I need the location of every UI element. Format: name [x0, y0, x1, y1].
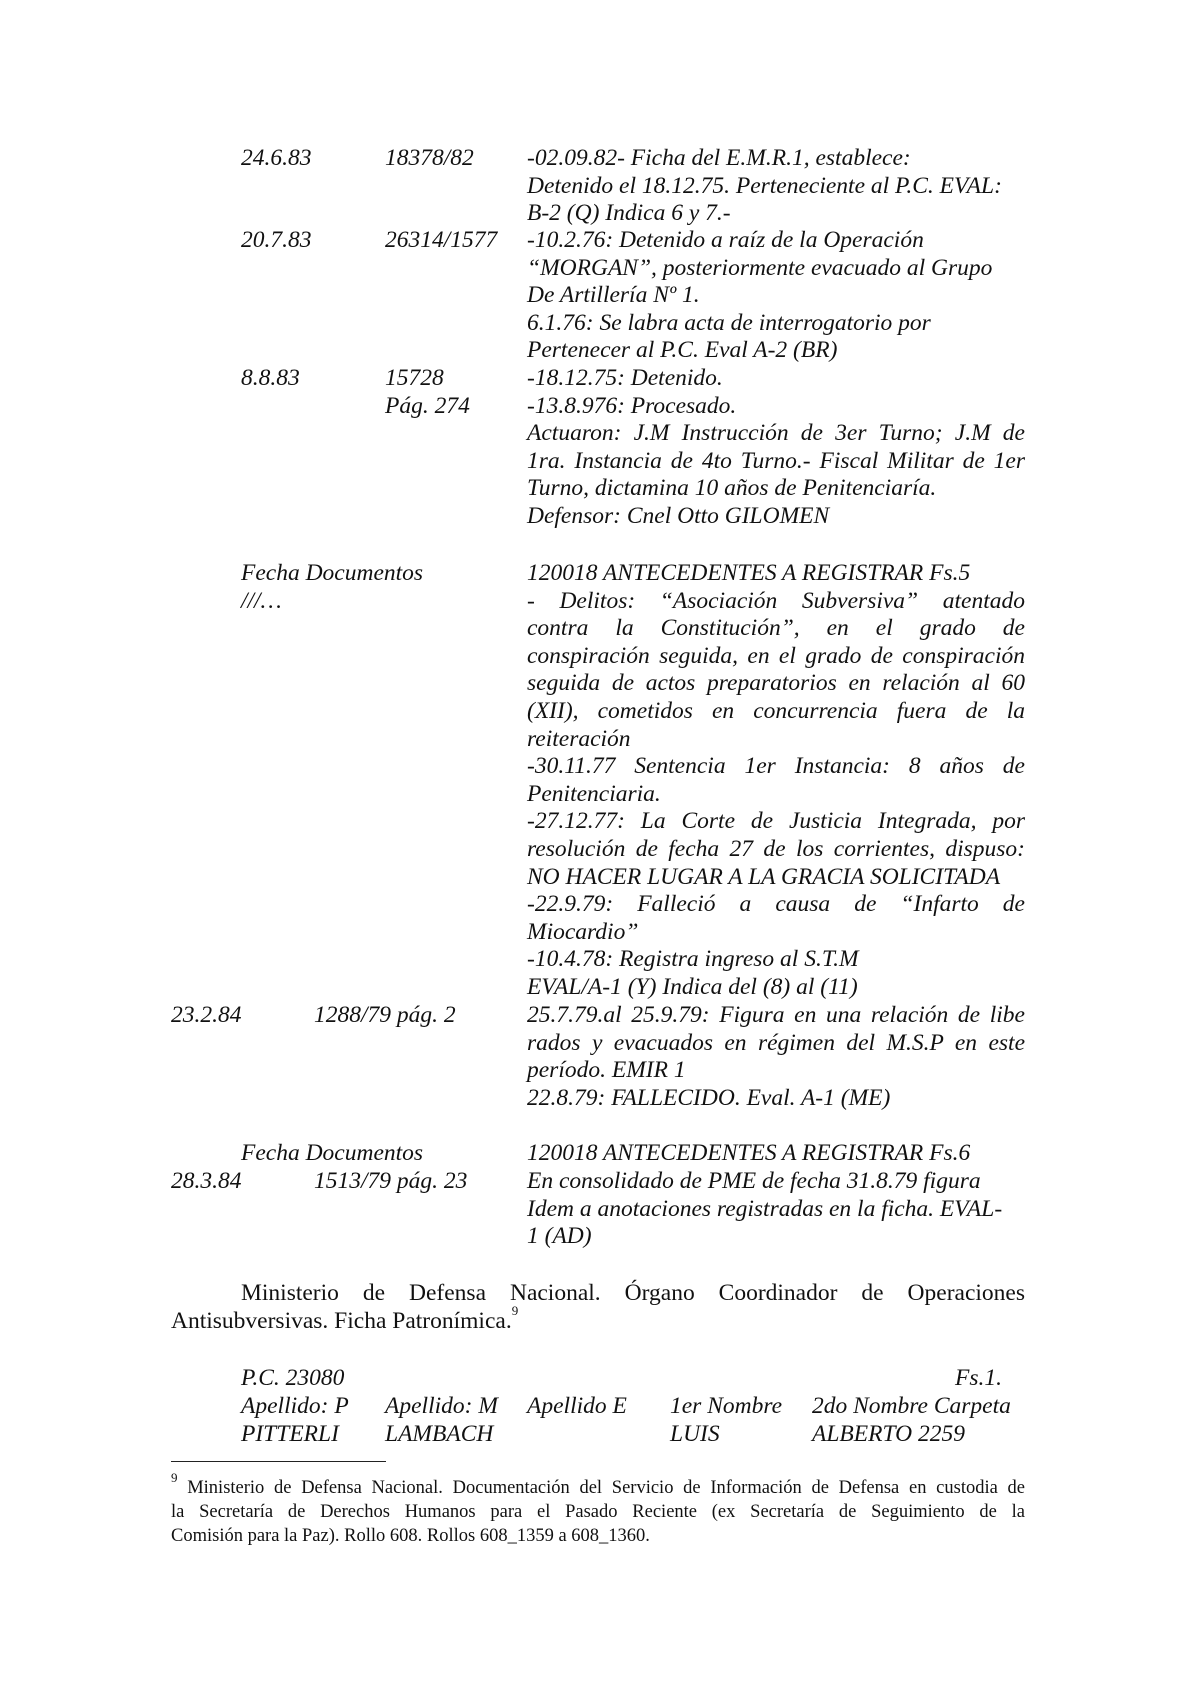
fs5-body: 120018 ANTECEDENTES A REGISTRAR Fs.5 - Delitos: “Asociación Subversiva” atentado contra la Constitución”, en el grado de conspiración seguida, en el grado de conspiración seguida de actos preparatorios en relación al 60 (XII), cometidos en concurrencia fuera de la reiteración -30.11.77 Sentencia 1er Instancia: 8 años de Penitenciaria. -27.12.77: La Corte de Justicia Integrada, por resolución de fecha 27 de los corrientes, dispuso: NO HACER LUGAR A LA GRACIA SOLICITADA -22.9.79: Falleció a causa de “Infarto de Miocardio” -10.4.78: Registra ingreso al S.T.M EVAL/A-1 (Y) Indica del (8) al (11): [527, 560, 1025, 1000]
row-entry: -02.09.82- Ficha del E.M.R.1, establece: Detenido el 18.12.75. Perteneciente al P.C. EVAL: B-2 (Q) Indica 6 y 7.-: [527, 145, 1002, 227]
body-paragraph: Ministerio de Defensa Nacional. Órgano Coordinador de Operaciones Antisubversivas. Ficha Patronímica.$^9$: [171, 1280, 1025, 1334]
fs6-entry-text: En consolidado de PME de fecha 31.8.79 figura Idem a anotaciones registradas en la ficha. EVAL- 1 (AD): [527, 1168, 1003, 1250]
ficha-value-apellido-p: PITTERLI: [241, 1421, 339, 1447]
fs6-entry-date: 28.3.84: [171, 1168, 242, 1194]
fs5-header-right: 120018 ANTECEDENTES A REGISTRAR Fs.5: [527, 560, 971, 586]
footnote-mark: 9: [171, 1469, 178, 1485]
row-doc: 15728 Pág. 274: [385, 365, 470, 419]
footnote-separator: [171, 1461, 386, 1462]
ficha-fs: Fs.1.: [955, 1365, 1002, 1391]
ficha-header-segundo-nombre: 2do Nombre Carpeta: [812, 1393, 1011, 1419]
row-date: 24.6.83: [241, 145, 312, 171]
ficha-header-apellido-p: Apellido: P: [241, 1393, 349, 1419]
footnote-reference: 9: [511, 1303, 519, 1319]
ficha-value-primer-nombre: LUIS: [670, 1421, 720, 1447]
ficha-value-segundo-nombre: ALBERTO 2259: [812, 1421, 965, 1447]
row-doc: 18378/82: [385, 145, 474, 171]
ficha-header-primer-nombre: 1er Nombre: [670, 1393, 783, 1419]
fs5-header-left: Fecha Documentos ///…: [241, 560, 424, 614]
ficha-value-apellido-m: LAMBACH: [385, 1421, 494, 1447]
footnote: $^9$ Ministerio de Defensa Nacional. Documentación del Servicio de Información de Defensa en custodia de la Secretaría de Derechos Humanos para el Pasado Reciente (ex Secretaría de Seguimiento de la Comisión para la Paz). Rollo 608. Rollos 608_1359 a 608_1360.: [171, 1469, 1025, 1546]
fs6-header-left: Fecha Documentos: [241, 1140, 424, 1166]
fs5-entry-doc: 1288/79 pág. 2: [314, 1002, 456, 1028]
fs5-entry-text: 25.7.79.al 25.9.79: Figura en una relación de libe rados y evacuados en régimen del M.S.P en este período. EMIR 1 22.8.79: FALLECIDO. Eval. A-1 (ME): [527, 1002, 1025, 1111]
row-doc: 26314/1577: [385, 227, 498, 253]
ficha-header-apellido-e: Apellido E: [527, 1393, 627, 1419]
fs6-header-right: 120018 ANTECEDENTES A REGISTRAR Fs.6: [527, 1140, 971, 1166]
ficha-pc: P.C. 23080: [241, 1365, 345, 1391]
fs5-entry-date: 23.2.84: [171, 1002, 242, 1028]
row-entry: -10.2.76: Detenido a raíz de la Operación “MORGAN”, posteriormente evacuado al Grupo De Artillería Nº 1. 6.1.76: Se labra acta de interrogatorio por Pertenecer al P.C. Eval A-2 (BR): [527, 227, 993, 364]
ficha-header-apellido-m: Apellido: M: [385, 1393, 498, 1419]
fs6-entry-doc: 1513/79 pág. 23: [314, 1168, 468, 1194]
row-date: 20.7.83: [241, 227, 312, 253]
row-date: 8.8.83: [241, 365, 300, 391]
row-entry: -18.12.75: Detenido. -13.8.976: Procesado. Actuaron: J.M Instrucción de 3er Turno; J.M de 1ra. Instancia de 4to Turno.- Fiscal Militar de 1er Turno, dictamina 10 años de Penitenciaría. Defensor: Cnel Otto GILOMEN: [527, 365, 1025, 529]
